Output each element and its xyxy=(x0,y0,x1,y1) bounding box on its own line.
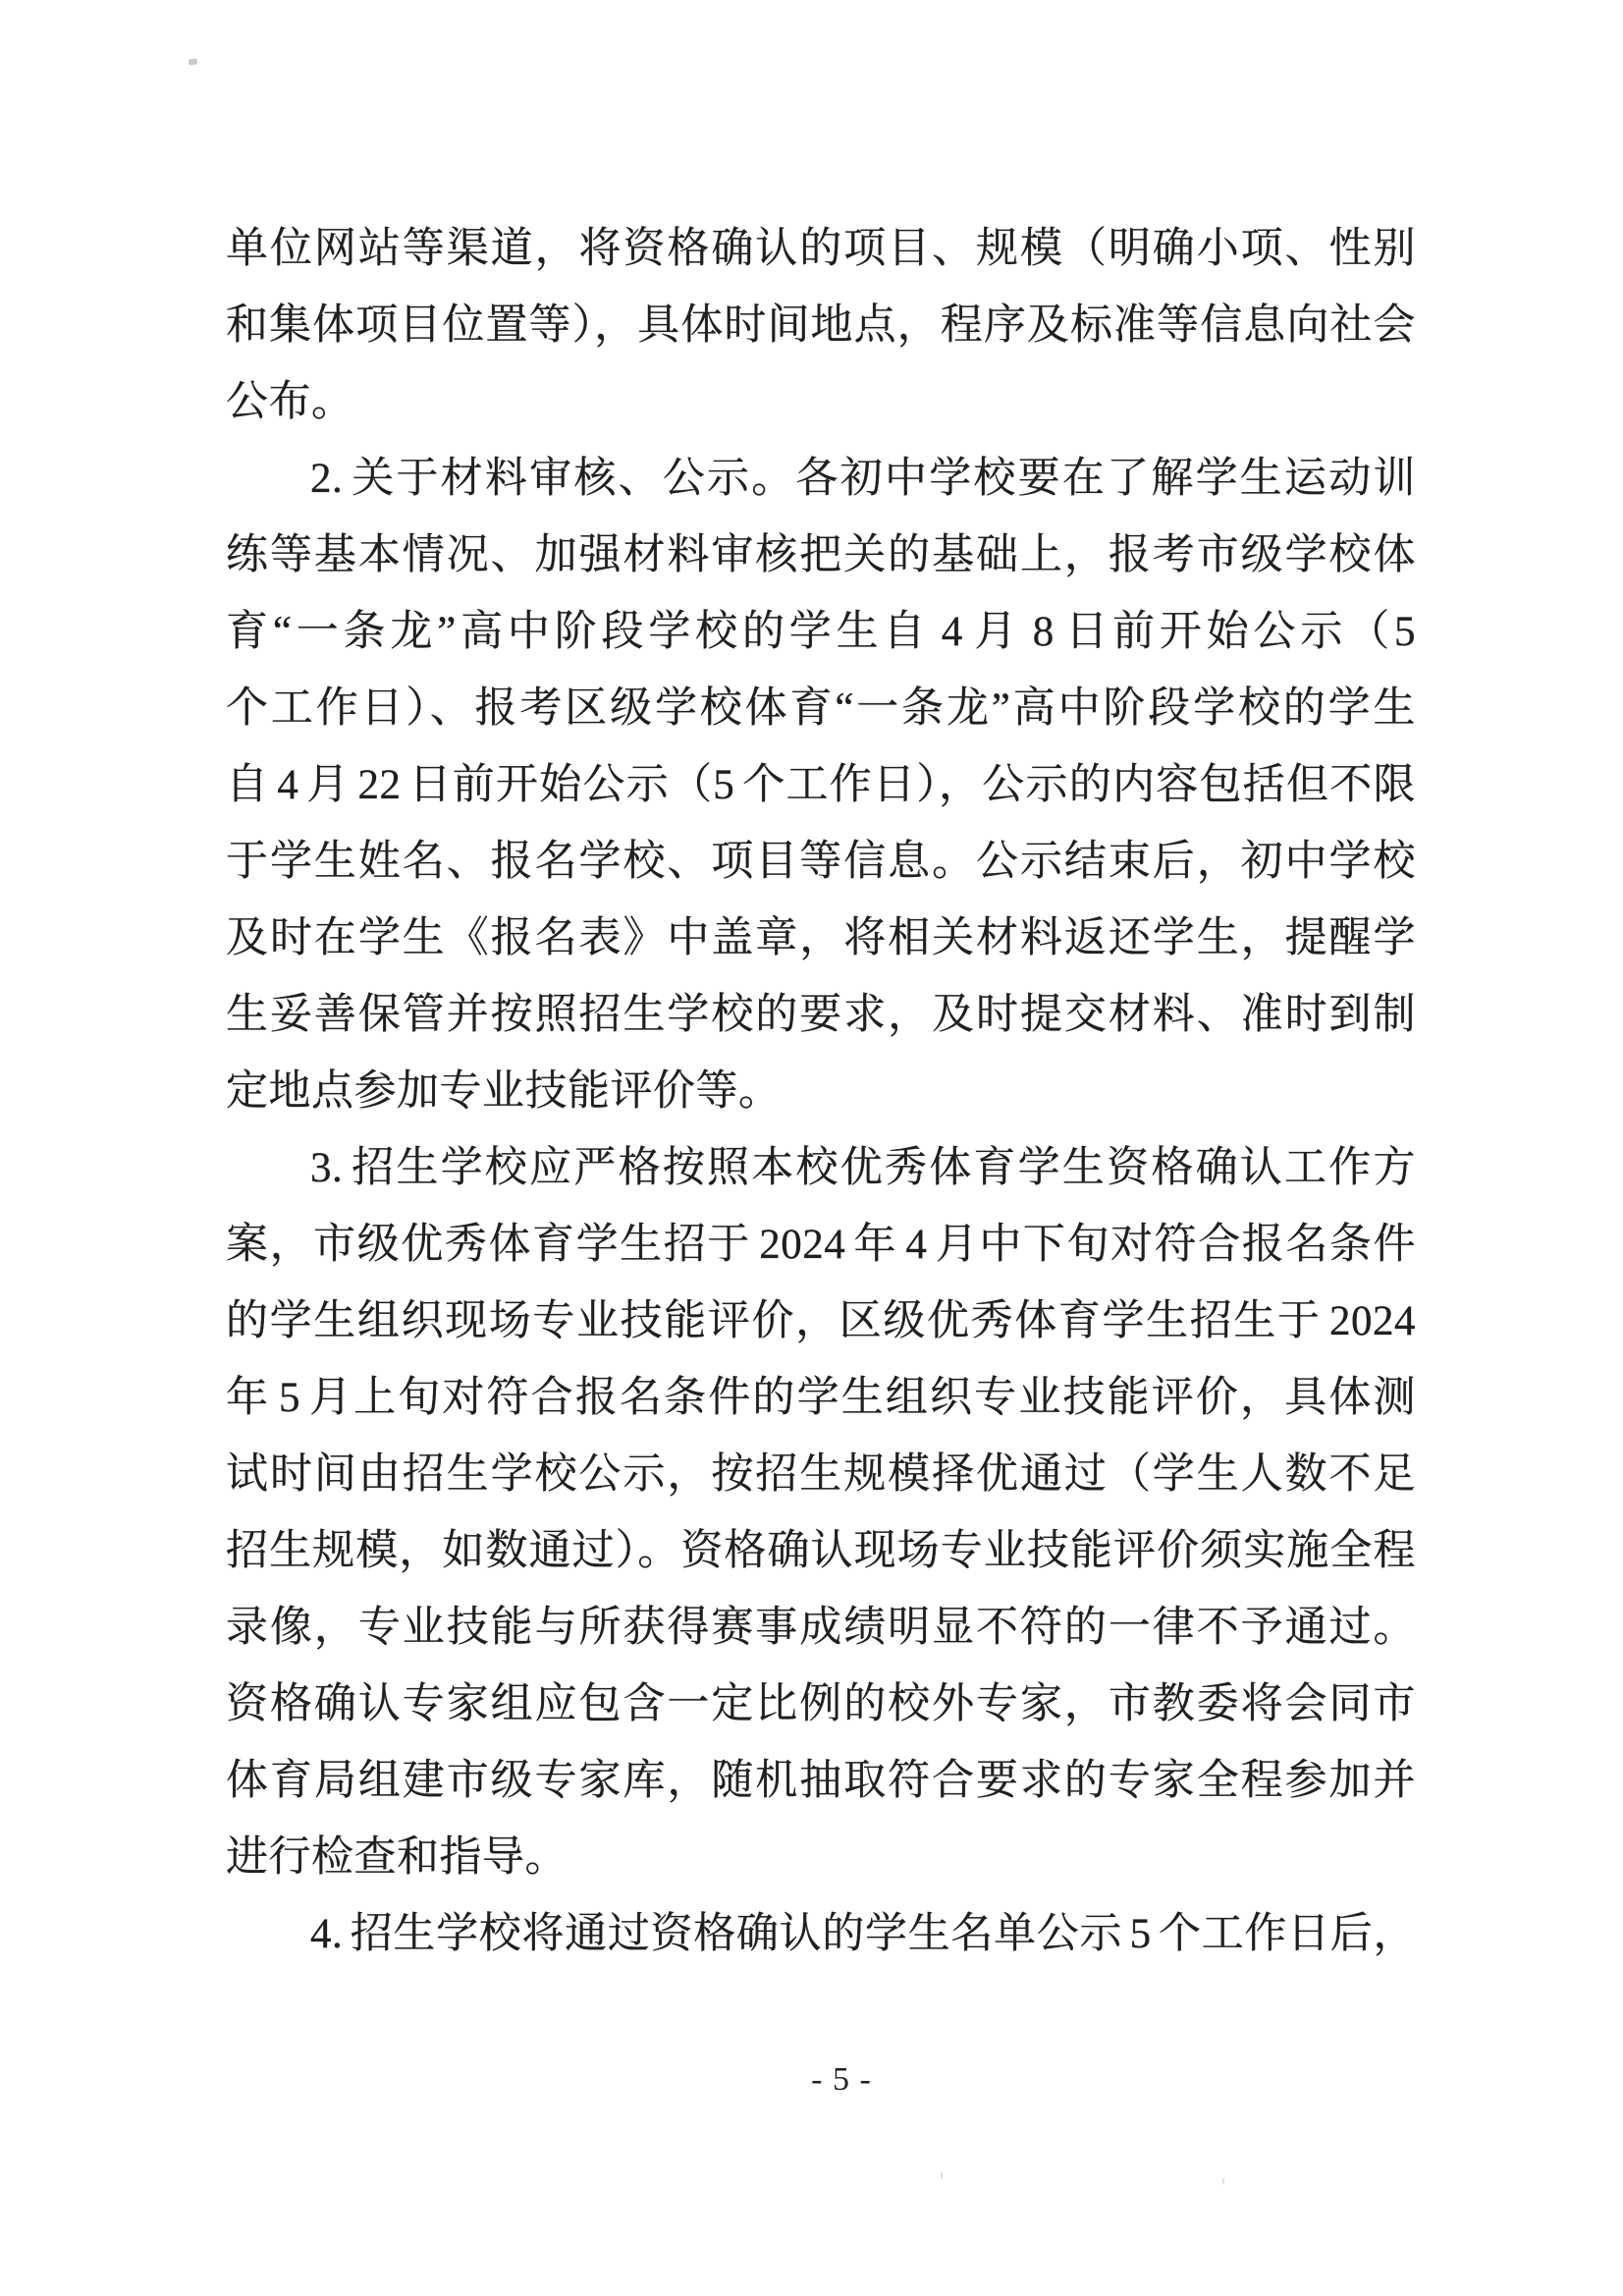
paragraph xyxy=(226,211,1416,441)
text-line: 录像，专业技能与所获得赛事成绩明显不符的一律不予通过。 xyxy=(226,1605,1416,1651)
text-line: 自 4 月 22 日前开始公示（5 个工作日），公示的内容包括但不限 xyxy=(226,762,1416,808)
text-line: 年 5 月上旬对符合报名条件的学生组织专业技能评价，具体测 xyxy=(226,1375,1416,1421)
text-line: 于学生姓名、报名学校、项目等信息。公示结束后，初中学校 xyxy=(226,839,1416,885)
text-line: 资格确认专家组应包含一定比例的校外专家，市教委将会同市 xyxy=(226,1681,1416,1727)
text-line: 单位网站等渠道，将资格确认的项目、规模（明确小项、性别 xyxy=(226,226,1416,272)
text-line: 及时在学生《报名表》中盖章，将相关材料返还学生，提醒学 xyxy=(226,915,1416,961)
paragraph xyxy=(226,1896,1416,1973)
text-line: 公布。 xyxy=(226,379,354,425)
text-line: 试时间由招生学校公示，按招生规模择优通过（学生人数不足 xyxy=(226,1451,1416,1498)
text-line: 招生规模，如数通过）。资格确认现场专业技能评价须实施全程 xyxy=(226,1528,1416,1574)
text-line: 进行检查和指导。 xyxy=(226,1834,568,1881)
page-number: - 5 - xyxy=(811,2061,872,2098)
scan-speck xyxy=(941,2172,943,2179)
text-line: 生妥善保管并按照招生学校的要求，及时提交材料、准时到制 xyxy=(226,992,1416,1038)
document-body xyxy=(226,211,1416,1973)
text-line: 3. 招生学校应严格按照本校优秀体育学生资格确认工作方 xyxy=(310,1145,1416,1191)
scan-speck xyxy=(1222,2178,1224,2184)
paragraph xyxy=(226,441,1416,1130)
text-line: 和集体项目位置等），具体时间地点，程序及标准等信息向社会 xyxy=(226,302,1416,349)
text-line: 案，市级优秀体育学生招于 2024 年 4 月中下旬对符合报名条件 xyxy=(226,1222,1416,1268)
text-line: 练等基本情况、加强材料审核把关的基础上，报考市级学校体 xyxy=(226,532,1416,578)
text-line: 个工作日）、报考区级学校体育“一条龙”高中阶段学校的学生 xyxy=(226,685,1416,732)
text-line: 体育局组建市级专家库，随机抽取符合要求的专家全程参加并 xyxy=(226,1758,1416,1804)
text-line: 2. 关于材料审核、公示。各初中学校要在了解学生运动训 xyxy=(310,456,1416,502)
text-line: 育“一条龙”高中阶段学校的学生自 4 月 8 日前开始公示（5 xyxy=(226,609,1416,655)
text-line: 的学生组织现场专业技能评价，区级优秀体育学生招生于 2024 xyxy=(226,1298,1416,1344)
text-line: 4. 招生学校将通过资格确认的学生名单公示 5 个工作日后， xyxy=(310,1911,1416,1957)
scan-speck xyxy=(189,58,198,65)
paragraph xyxy=(226,1130,1416,1896)
text-line: 定地点参加专业技能评价等。 xyxy=(226,1068,782,1115)
